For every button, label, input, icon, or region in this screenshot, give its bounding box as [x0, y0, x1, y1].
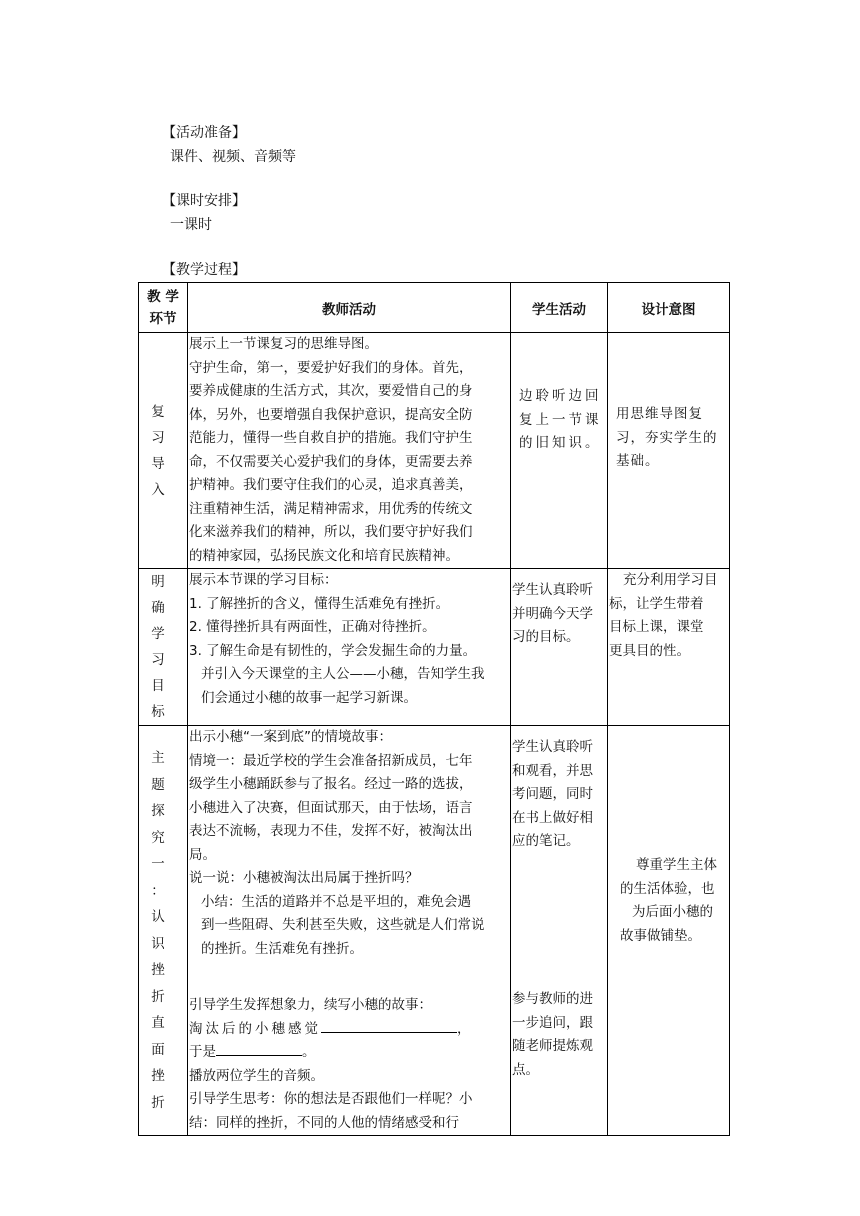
teacher-line: 出示小穗“一案到底”的情境故事：	[189, 729, 392, 745]
stage-line: 挫 折	[151, 962, 175, 1005]
blank-prefix: 于是	[189, 1044, 216, 1060]
teacher-activity-cell	[188, 569, 511, 726]
section-body-prep: 课件、视频、音频等	[170, 149, 296, 165]
table-row	[139, 726, 730, 1136]
intent-line: 用思维导图复	[616, 406, 703, 422]
stage-line: 目标	[151, 678, 175, 720]
teacher-line: 到一些阻碍、失利甚至失败，这些就是人们常说	[201, 917, 485, 933]
student-line: 并明确今天学	[512, 605, 593, 622]
stage-line: 主 题	[151, 750, 175, 793]
teacher-line: 并引入今天课堂的主人公——小穗，告知学生我	[201, 666, 485, 682]
student-line: 参与教师的进	[512, 991, 593, 1007]
student-line: 边聆听边回	[519, 388, 602, 404]
teacher-line: 2. 懂得挫折具有两面性，正确对待挫折。	[189, 619, 436, 635]
intent-line: 为后面小穗的	[632, 904, 713, 920]
teacher-line: 要养成健康的生活方式，其次，要爱惜自己的身	[189, 383, 473, 399]
blank-prefix: 淘汰后的小穗感觉	[189, 1020, 321, 1037]
table-row	[139, 569, 730, 726]
student-line: 和观看，并思	[512, 762, 593, 779]
teacher-line: 说一说：小穗被淘汰出局属于挫折吗？	[189, 870, 419, 886]
student-line: 一步追问，跟	[512, 1014, 593, 1031]
teacher-line: 体，另外，也要增强自我保护意识，提高安全防	[189, 406, 473, 423]
stage-line: 认 识	[151, 909, 175, 952]
teacher-line: 们会通过小穗的故事一起学习新课。	[201, 689, 417, 706]
student-activity-cell	[511, 726, 608, 1136]
teacher-line: 表达不流畅，表现力不佳，发挥不好，被淘汰出	[189, 823, 473, 839]
student-line: 学生认真聆听	[512, 739, 593, 755]
teacher-line: 播放两位学生的音频。	[189, 1067, 324, 1084]
teacher-line: 引导学生发挥想象力，续写小穗的故事：	[189, 997, 432, 1013]
spacer	[189, 961, 509, 984]
table-header-row	[139, 283, 730, 333]
student-line: 在书上做好相	[512, 809, 593, 826]
design-intent-cell	[608, 726, 730, 1136]
teacher-line: 情境一：最近学校的学生会准备招新成员，七年	[189, 752, 473, 769]
blank-suffix: ，	[457, 1020, 471, 1037]
design-intent-cell	[608, 333, 730, 569]
teacher-line: 护精神。我们要守住我们的心灵，追求真善美，	[189, 477, 473, 493]
stage-line: 学 习	[151, 626, 175, 668]
header-stage-line1: 教 学	[147, 288, 179, 305]
teacher-line: 级学生小穗踊跃参与了报名。经过一路的选拔，	[189, 776, 473, 792]
stage-cell	[139, 569, 188, 726]
header-stage-line2: 环节	[149, 310, 177, 327]
intent-line: 尊重学生主体	[636, 857, 717, 873]
intent-line: 故事做铺垫。	[620, 927, 701, 944]
teacher-activity-cell	[188, 333, 511, 569]
table-row	[139, 333, 730, 569]
teacher-line: 命，不仅需要关心爱护我们的身体，更需要去养	[189, 453, 473, 470]
blank-suffix: 。	[302, 1044, 316, 1060]
student-activity-cell	[511, 569, 608, 726]
intent-line: 基础。	[616, 453, 660, 469]
stage-line: 一 ：	[151, 856, 175, 899]
teacher-line: 展示上一节课复习的思维导图。	[189, 336, 378, 352]
student-line: 习的目标。	[512, 629, 580, 645]
student-line: 随老师提炼观	[512, 1038, 593, 1054]
stage-line: 导入	[151, 455, 175, 498]
stage-line: 直 面	[151, 1015, 175, 1058]
teacher-line: 范能力，懂得一些自救自护的措施。我们守护生	[189, 430, 473, 446]
teacher-line: 化来滋养我们的精神，所以，我们要守护好我们	[189, 524, 473, 540]
teacher-line: 结：同样的挫折，不同的人他的情绪感受和行	[189, 1114, 459, 1131]
stage-line: 复 习	[151, 403, 175, 446]
header-student: 学生活动	[511, 283, 608, 333]
header-stage	[139, 283, 188, 333]
stage-cell	[139, 333, 188, 569]
teacher-line: 注重精神生活，满足精神需求，用优秀的传统文	[189, 500, 473, 517]
stage-line: 探 究	[151, 803, 175, 846]
fill-blank-feeling	[321, 1018, 457, 1033]
design-intent-block	[620, 854, 717, 948]
student-line: 点。	[512, 1061, 539, 1078]
student-line: 考问题，同时	[512, 786, 593, 802]
section-title-process: 【教学过程】	[162, 262, 246, 278]
student-line: 应的笔记。	[512, 833, 580, 849]
teacher-line-fill-blank	[189, 1018, 509, 1042]
intent-line: 标，让学生带着	[609, 595, 704, 612]
teacher-activity-cell	[188, 726, 511, 1136]
teacher-line-fill-blank	[189, 1041, 509, 1065]
intent-line: 更具目的性。	[609, 642, 690, 659]
teaching-process-table	[138, 282, 730, 1136]
header-teacher: 教师活动	[188, 283, 511, 333]
intent-line: 的生活体验，也	[620, 880, 715, 897]
stage-cell	[139, 726, 188, 1136]
teacher-line: 的挫折。生活难免有挫折。	[201, 940, 363, 957]
design-intent-cell	[608, 569, 730, 726]
section-title-schedule: 【课时安排】	[162, 193, 246, 209]
student-line: 复上一节课	[519, 411, 602, 428]
teacher-line: 小穗进入了决赛，但面试那天，由于怯场，语言	[189, 799, 473, 816]
student-activity-cell	[511, 333, 608, 569]
teacher-line: 局。	[189, 846, 216, 863]
student-line: 学生认真聆听	[512, 582, 593, 598]
intent-line: 习，夯实学生的	[616, 429, 718, 446]
teacher-line: 引导学生思考：你的想法是否跟他们一样呢？小	[189, 1091, 473, 1107]
fill-blank-then	[216, 1041, 302, 1056]
teacher-line: 守护生命，第一，要爱护好我们的身体。首先，	[189, 359, 473, 376]
student-line: 的旧知识。	[519, 435, 602, 451]
teacher-line: 小结：生活的道路并不总是平坦的，难免会遇	[201, 893, 471, 910]
section-title-prep: 【活动准备】	[162, 125, 246, 141]
section-body-schedule: 一课时	[170, 217, 212, 233]
student-activity-a	[512, 736, 593, 854]
stage-line: 明 确	[151, 574, 175, 616]
student-activity-b	[512, 988, 593, 1082]
stage-line: 挫折	[151, 1068, 175, 1111]
teacher-line: 展示本节课的学习目标：	[189, 572, 338, 588]
intent-line: 充分利用学习目	[623, 572, 718, 588]
teacher-line: 1. 了解挫折的含义，懂得生活难免有挫折。	[189, 595, 450, 612]
teacher-line: 的精神家园，弘扬民族文化和培育民族精神。	[189, 547, 459, 564]
teacher-line: 3. 了解生命是有韧性的，学会发掘生命的力量。	[189, 642, 477, 659]
intent-line: 目标上课，课堂	[609, 619, 704, 635]
header-intent: 设计意图	[608, 283, 730, 333]
